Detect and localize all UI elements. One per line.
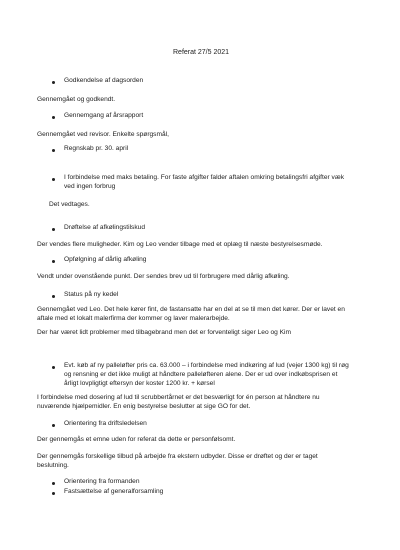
paragraph-line: Der gennemgås forskellige tilbud på arbejde fra ekstern udbyder. Disse er drøftet og der er taget bbox=[37, 453, 318, 460]
bullet-icon bbox=[52, 178, 55, 181]
paragraph: Vendt under ovenstående punkt. Der sendes brev ud til forbrugere med dårlig afkøling. bbox=[37, 273, 290, 280]
agenda-item-driftsledelsen: Orientering fra driftsledelsen bbox=[64, 420, 147, 427]
paragraph-line: aftale med et lokalt malerfirma der kommer og laver malerarbejde. bbox=[37, 315, 230, 322]
bullet-text-line: ved ingen forbrug bbox=[64, 183, 116, 190]
bullet-icon bbox=[52, 424, 55, 427]
bullet-icon bbox=[52, 295, 55, 298]
paragraph: Der har været lidt problemer med tilbagebrand men det er forventeligt siger Leo og Kim bbox=[37, 329, 291, 336]
paragraph: Det vedtages. bbox=[49, 201, 90, 208]
paragraph-line: beslutning. bbox=[37, 462, 69, 469]
bullet-icon bbox=[52, 366, 55, 369]
agenda-item-aarsrapport: Gennemgang af årsrapport bbox=[64, 112, 144, 119]
agenda-item-dagsorden: Godkendelse af dagsorden bbox=[64, 77, 144, 84]
paragraph: Gennemgået og godkendt. bbox=[37, 96, 116, 103]
bullet-icon bbox=[52, 482, 55, 485]
bullet-icon bbox=[52, 228, 55, 231]
paragraph-line: nuværende hjælpemidler. En enig bestyrelse beslutter at sige GO for det. bbox=[37, 403, 251, 410]
agenda-item-daarlig-afkoeling: Opfølgning af dårlig afkøling bbox=[64, 256, 147, 263]
paragraph-line: I forbindelse med dosering af lud til scrubbertårnet er det besværligt for én person at håndtere nu bbox=[37, 394, 320, 401]
paragraph: Gennemgået ved revisor. Enkelte spørgsmål, bbox=[37, 131, 169, 138]
bullet-text-line: I forbindelse med maks betaling. For faste afgifter falder aftalen omkring betalingsfri afgifter væk bbox=[64, 174, 345, 181]
agenda-item-formanden: Orientering fra formanden bbox=[64, 478, 140, 485]
paragraph: Der gennemgås et emne uden for referat da dette er personfølsomt. bbox=[37, 436, 236, 443]
agenda-item-ny-kedel: Status på ny kedel bbox=[64, 291, 119, 298]
bullet-icon bbox=[52, 492, 55, 495]
bullet-icon bbox=[52, 149, 55, 152]
page-title: Referat 27/5 2021 bbox=[173, 49, 230, 56]
bullet-text-line: Evt. køb af ny palleløfter pris ca. 63.000 – i forbindelse med indkøring af lud (vejer 1300 kg) til røg bbox=[64, 362, 349, 369]
agenda-item-generalforsamling: Fastsættelse af generalforsamling bbox=[64, 488, 164, 495]
paragraph-line: Gennemgået ved Leo. Det hele kører fint, de fastansatte har en del at se til men det kører. Der er lavet en bbox=[37, 306, 345, 313]
agenda-item-afkoelingstilskud: Drøftelse af afkølingstilskud bbox=[64, 224, 145, 231]
paragraph: Der vendes flere muligheder. Kim og Leo vender tilbage med et oplæg til næste bestyrelsesmøde. bbox=[37, 241, 323, 248]
agenda-item-regnskab: Regnskab pr. 30. april bbox=[64, 145, 129, 152]
bullet-text-line: og rensning er det ikke muligt at håndtere palleløfteren alene. Der er ud over indkøbsprisen et bbox=[64, 371, 338, 378]
bullet-text-line: årligt lovpligtigt eftersyn der koster 1200 kr. + kørsel bbox=[64, 380, 215, 387]
bullet-icon bbox=[52, 260, 55, 263]
bullet-icon bbox=[52, 116, 55, 119]
bullet-icon bbox=[52, 81, 55, 84]
